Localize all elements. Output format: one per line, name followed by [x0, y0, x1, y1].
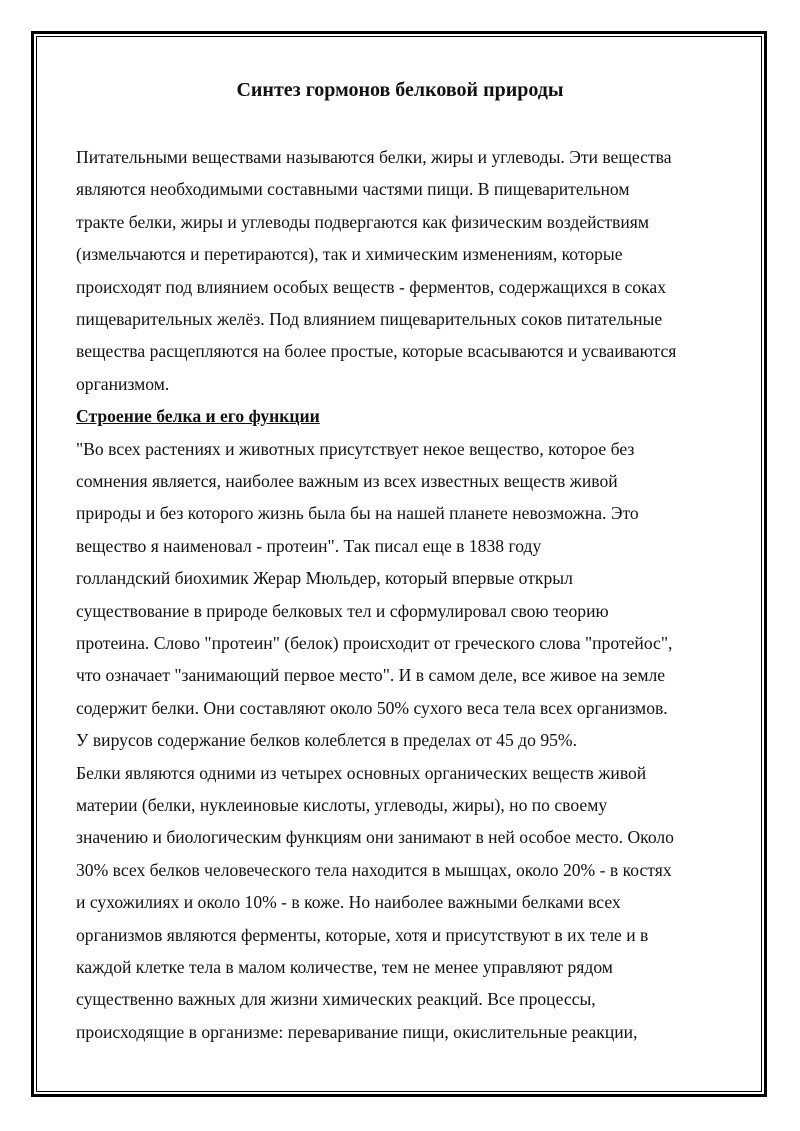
- paragraph-line: и сухожилиях и около 10% - в коже. Но наиболее важными белками всех: [76, 892, 621, 913]
- paragraph-line: существенно важных для жизни химических реакций. Все процессы,: [76, 989, 596, 1010]
- paragraph-line: материи (белки, нуклеиновые кислоты, углеводы, жиры), но по своему: [76, 795, 608, 815]
- paragraph-line: природы и без которого жизнь была бы на нашей планете невозможна. Это: [76, 503, 639, 524]
- paragraph-line: протеина. Слово "протеин" (белок) происходит от греческого слова "протейос",: [76, 633, 673, 653]
- paragraph-line: организмом.: [76, 373, 170, 394]
- paragraph-line: являются необходимыми составными частями пищи. В пищеварительном: [76, 179, 630, 200]
- paragraph-line: каждой клетке тела в малом количестве, тем не менее управляют рядом: [76, 957, 613, 977]
- paragraph-line: Белки являются одними из четырех основных органических веществ живой: [76, 762, 647, 783]
- paragraph-line: существование в природе белковых тел и сформулировал свою теорию: [76, 600, 609, 621]
- paragraph-line: вещество я наименовал - протеин". Так писал еще в 1838 году: [76, 535, 542, 556]
- paragraph-line: пищеварительных желёз. Под влиянием пищеварительных соков питательные: [76, 309, 663, 329]
- paragraph-line: "Во всех растениях и животных присутствует некое вещество, которое без: [76, 438, 635, 459]
- section-heading: Строение белка и его функции: [76, 406, 320, 427]
- paragraph-line: вещества расщепляются на более простые, которые всасываются и усваиваются: [76, 341, 677, 362]
- paragraph-line: 30% всех белков человеческого тела находится в мышцах, около 20% - в костях: [76, 859, 672, 880]
- paragraph-line: (измельчаются и перетираются), так и химическим изменениям, которые: [76, 244, 623, 265]
- paragraph-line: тракте белки, жиры и углеводы подвергаются как физическим воздействиям: [76, 211, 650, 232]
- paragraph-line: У вирусов содержание белков колеблется в пределах от 45 до 95%.: [76, 730, 577, 751]
- paragraph-line: содержит белки. Они составляют около 50% сухого веса тела всех организмов.: [76, 697, 668, 718]
- paragraph-line: сомнения является, наиболее важным из всех известных веществ живой: [76, 471, 618, 491]
- paragraph-line: происходящие в организме: переваривание пищи, окислительные реакции,: [76, 1021, 638, 1042]
- document-title: Синтез гормонов белковой природы: [236, 79, 564, 101]
- paragraph-line: организмов являются ферменты, которые, хотя и присутствуют в их теле и в: [76, 924, 649, 945]
- paragraph-line: что означает "занимающий первое место". И в самом деле, все живое на земле: [76, 665, 666, 686]
- paragraph-line: происходят под влиянием особых веществ - ферментов, содержащихся в соках: [76, 276, 667, 297]
- paragraph-line: голландский биохимик Жерар Мюльдер, который впервые открыл: [76, 568, 573, 589]
- paragraph-line: значению и биологическим функциям они занимают в ней особое место. Около: [76, 827, 674, 848]
- paragraph-line: Питательными веществами называются белки, жиры и углеводы. Эти вещества: [76, 147, 672, 167]
